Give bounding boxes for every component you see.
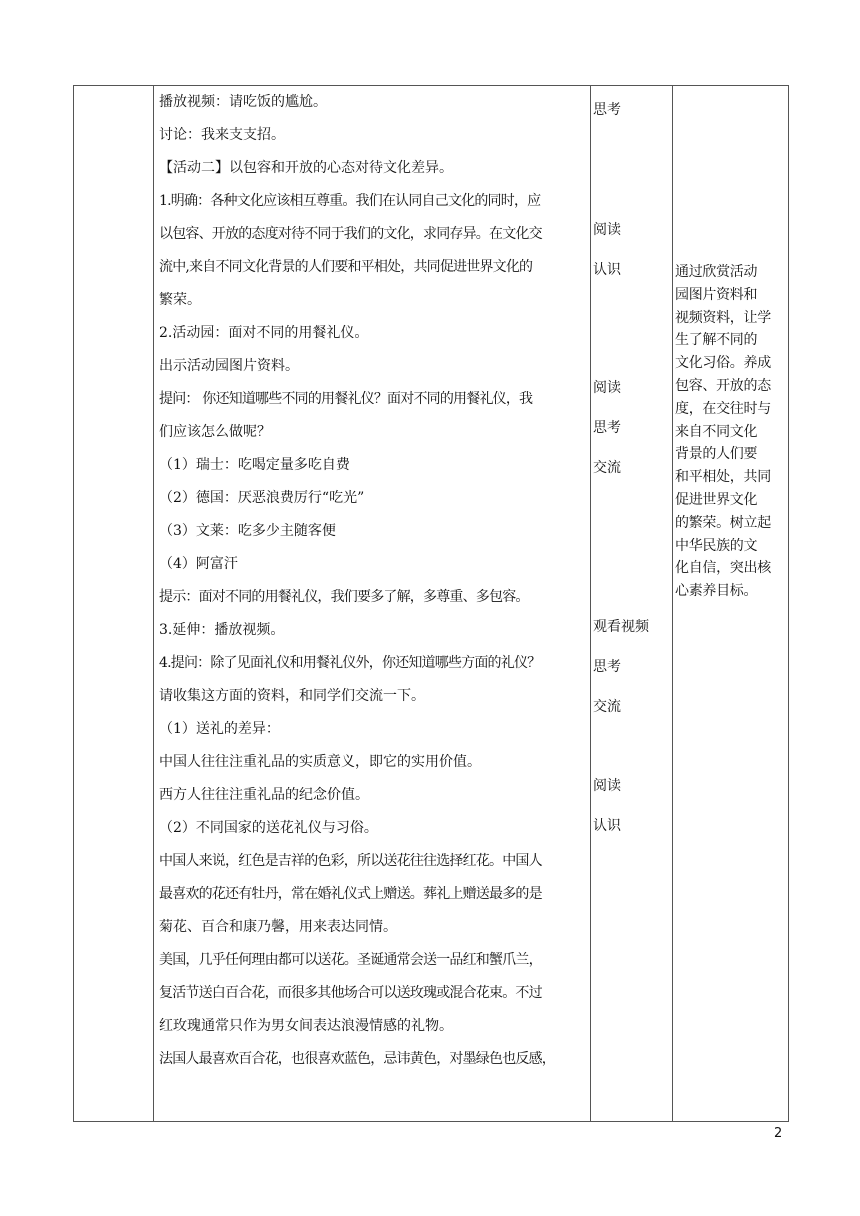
intent-line: 视频资料，让学 — [675, 309, 771, 326]
intent-line: 和平相处，共同 — [675, 469, 771, 486]
intent-line: 文化习俗。养成 — [675, 355, 771, 372]
intent-line: 园图片资料和 — [675, 286, 758, 303]
activity-label: 思考 — [593, 420, 621, 436]
intent-line: 包容、开放的态 — [675, 377, 771, 394]
activity-label: 思考 — [593, 102, 621, 118]
column-divider — [590, 86, 591, 1121]
text-line: 最喜欢的花还有牡丹，常在婚礼仪式上赠送。葬礼上赠送最多的是 — [159, 886, 542, 902]
column-divider — [672, 86, 673, 1121]
activity-label: 交流 — [593, 699, 621, 715]
intent-line: 促进世界文化 — [675, 491, 758, 508]
text-line: 提问： 你还知道哪些不同的用餐礼仪？面对不同的用餐礼仪，我 — [159, 391, 533, 407]
text-line: （4）阿富汗 — [159, 556, 238, 572]
text-line: 3.延伸：播放视频。 — [159, 622, 285, 638]
text-line: 播放视频：请吃饭的尴尬。 — [159, 94, 327, 110]
intent-line: 背景的人们要 — [675, 446, 758, 463]
intent-line: 生了解不同的 — [675, 332, 758, 349]
text-line: 出示活动园图片资料。 — [159, 358, 299, 374]
activity-label: 阅读 — [593, 380, 621, 396]
activity-label: 思考 — [593, 659, 621, 675]
text-line: 中国人来说，红色是吉祥的色彩，所以送花往往选择红花。中国人 — [159, 853, 542, 869]
text-line: 中国人往往注重礼品的实质意义，即它的实用价值。 — [159, 754, 481, 770]
text-line: （1）瑞士：吃喝定量多吃自费 — [159, 457, 350, 473]
activity-label: 阅读 — [593, 222, 621, 238]
text-line: 以包容、开放的态度对待不同于我们的文化，求同存异。在文化交 — [159, 226, 542, 242]
text-line: 红玫瑰通常只作为男女间表达浪漫情感的礼物。 — [159, 1018, 453, 1034]
text-line: 4.提问：除了见面礼仪和用餐礼仪外，你还知道哪些方面的礼仪？ — [159, 655, 541, 671]
text-line: 1.明确：各种文化应该相互尊重。我们在认同自己文化的同时，应 — [159, 193, 541, 209]
intent-line: 中华民族的文 — [675, 537, 758, 554]
text-line: 复活节送白百合花，而很多其他场合可以送玫瑰或混合花束。不过 — [159, 985, 542, 1001]
text-line: （2）德国：厌恶浪费厉行“吃光” — [159, 490, 365, 506]
text-line: 美国，几乎任何理由都可以送花。圣诞通常会送一品红和蟹爪兰， — [159, 952, 542, 968]
activity-label: 认识 — [593, 818, 621, 834]
column-divider — [153, 86, 154, 1121]
activity-label: 阅读 — [593, 778, 621, 794]
activity-label: 认识 — [593, 262, 621, 278]
text-line: 【活动二】以包容和开放的心态对待文化差异。 — [159, 160, 453, 176]
design-intent-column — [675, 261, 785, 603]
text-line: 繁荣。 — [159, 292, 201, 308]
page-number: 2 — [774, 1126, 783, 1141]
activity-label: 观看视频 — [593, 619, 649, 635]
intent-line: 的繁荣。树立起 — [675, 514, 771, 531]
text-line: 请收集这方面的资料，和同学们交流一下。 — [159, 688, 425, 704]
intent-line: 通过欣赏活动 — [675, 264, 758, 280]
intent-line: 度，在交往时与 — [675, 400, 771, 417]
text-line: 们应该怎么做呢？ — [159, 424, 271, 440]
text-line: 西方人往往注重礼品的纪念价值。 — [159, 787, 369, 803]
text-line: （1）送礼的差异： — [159, 721, 280, 737]
activity-label: 交流 — [593, 460, 621, 476]
lesson-table — [73, 85, 789, 1122]
text-line: 2.活动园：面对不同的用餐礼仪。 — [159, 325, 369, 341]
text-line: 菊花、百合和康乃馨，用来表达同情。 — [159, 919, 397, 935]
intent-line: 心素养目标。 — [675, 583, 758, 600]
text-line: 讨论：我来支支招。 — [159, 127, 285, 143]
intent-line: 化自信，突出核 — [675, 560, 771, 577]
intent-line: 来自不同文化 — [675, 423, 758, 440]
text-line: 流中,来自不同文化背景的人们要和平相处，共同促进世界文化的 — [159, 259, 533, 275]
text-line: （3）文莱：吃多少主随客便 — [159, 523, 336, 539]
teaching-process-column — [155, 86, 590, 1076]
text-line: 提示：面对不同的用餐礼仪，我们要多了解，多尊重、多包容。 — [159, 589, 529, 605]
text-line: 法国人最喜欢百合花，也很喜欢蓝色，忌讳黄色，对墨绿色也反感， — [159, 1051, 555, 1067]
text-line: （2）不同国家的送花礼仪与习俗。 — [159, 820, 378, 836]
